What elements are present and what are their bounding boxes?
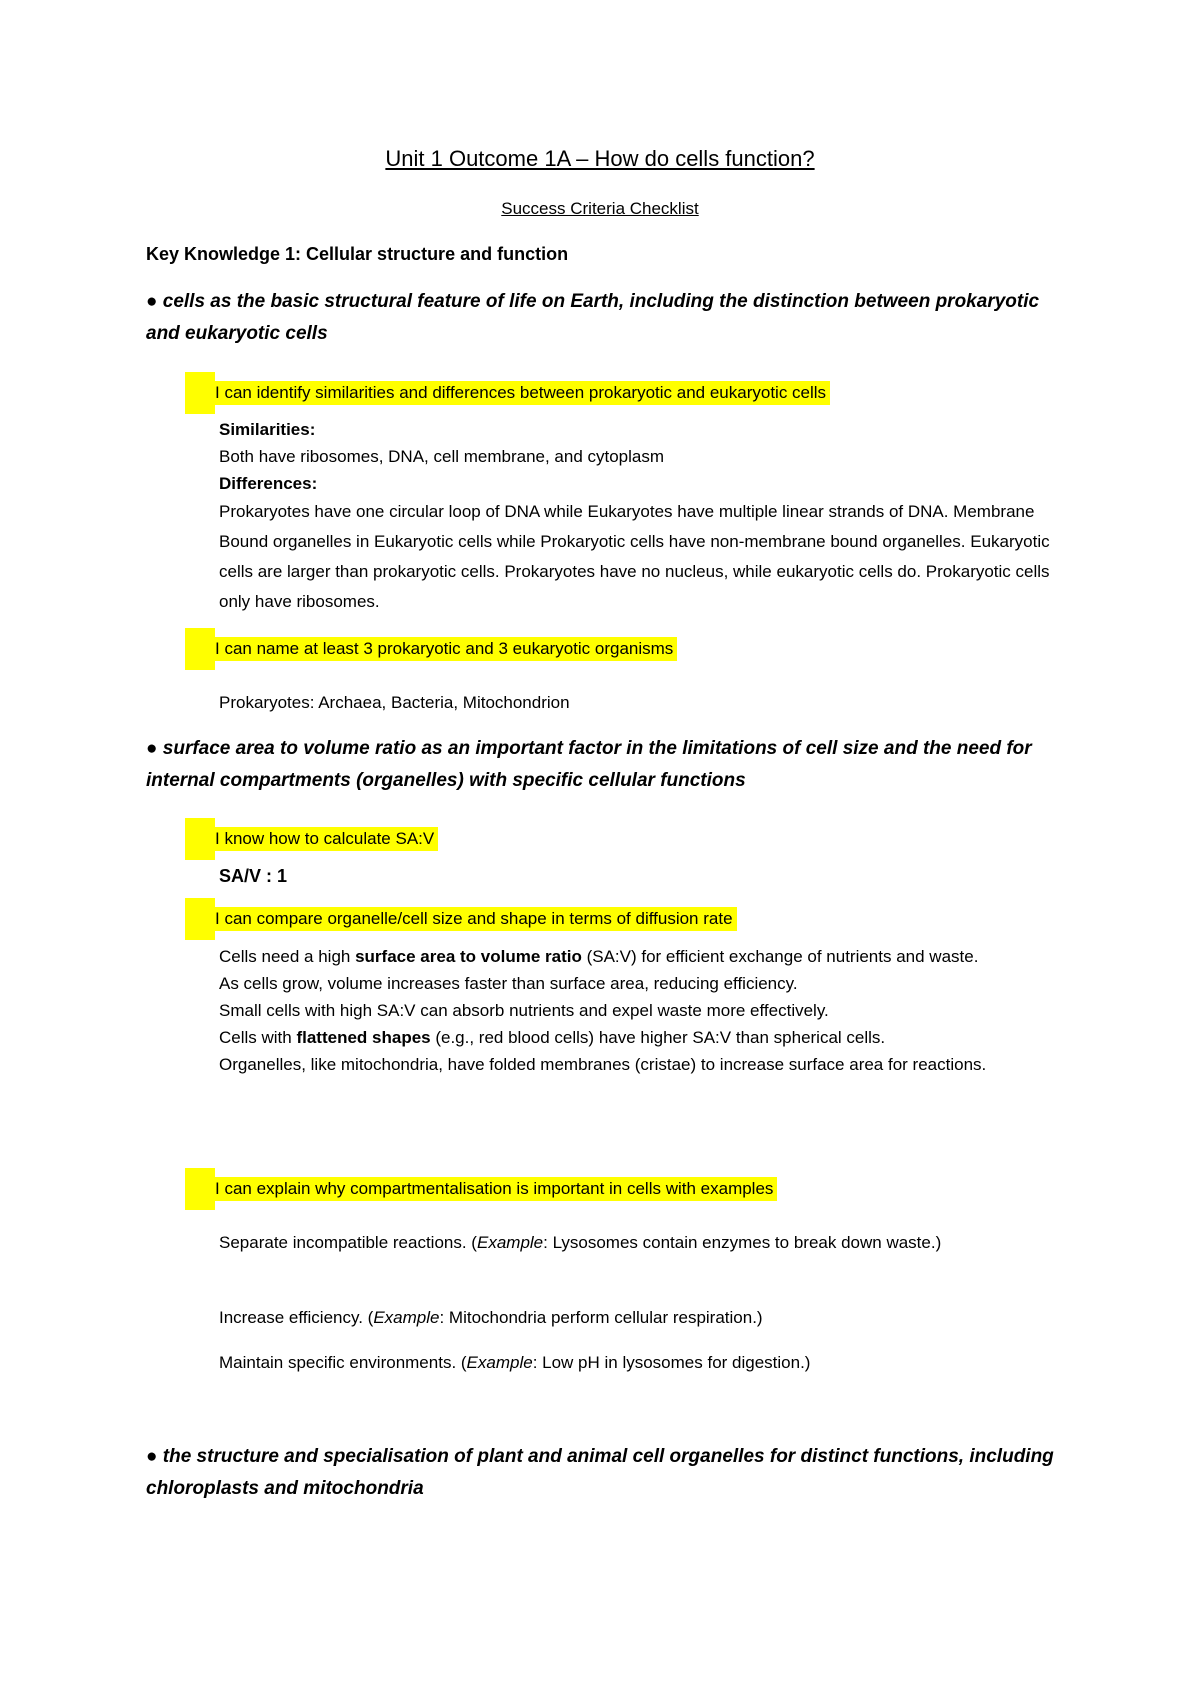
dot-point-1 <box>146 286 1076 350</box>
criterion-4-text: I can compare organelle/cell size and shape in terms of diffusion rate <box>215 907 737 931</box>
criterion-4 <box>185 898 737 940</box>
document-subtitle: Success Criteria Checklist <box>501 199 699 218</box>
dot-point-2-text: surface area to volume ratio as an important factor in the limitations of cell size and the need for internal compartments (organelles) with specific cellular functions <box>146 738 1032 791</box>
dot-point-2 <box>146 733 1076 797</box>
dot-point-3-text: the structure and specialisation of plant and animal cell organelles for distinct functions, including chloroplasts and mitochondria <box>146 1446 1054 1499</box>
criterion-3 <box>185 818 438 860</box>
criterion-3-text: I know how to calculate SA:V <box>215 827 438 851</box>
sa-volume-notes <box>219 943 1079 1078</box>
sa-note-3: Small cells with high SA:V can absorb nutrients and expel waste more effectively. <box>219 1001 829 1020</box>
sa-note-4: Cells with flattened shapes (e.g., red blood cells) have higher SA:V than spherical cells. <box>219 1028 886 1047</box>
document-title: Unit 1 Outcome 1A – How do cells function? <box>385 146 815 171</box>
bullet-icon: ● <box>146 738 158 759</box>
criterion-5-text: I can explain why compartmentalisation is important in cells with examples <box>215 1177 777 1201</box>
highlight-marker <box>185 372 215 414</box>
criterion-5 <box>185 1168 777 1210</box>
criterion-1 <box>185 372 830 414</box>
similarities-heading: Similarities: <box>219 420 316 439</box>
sa-note-1: Cells need a high surface area to volume ratio (SA:V) for efficient exchange of nutrients and waste. <box>219 947 979 966</box>
dot-point-3 <box>146 1441 1076 1505</box>
highlight-marker <box>185 898 215 940</box>
sa-note-5: Organelles, like mitochondria, have folded membranes (cristae) to increase surface area for reactions. <box>219 1055 987 1074</box>
differences-text: Prokaryotes have one circular loop of DNA while Eukaryotes have multiple linear strands of DNA. Membrane Bound organelles in Eukaryotic cells while Prokaryotic cells have non-membrane bound organelles. Eukaryotic cells are larger than prokaryotic cells. Prokaryotes have no nucleus, while eukaryotic cells do. Prokaryotic cells only have ribosomes. <box>219 502 1050 611</box>
highlight-marker <box>185 628 215 670</box>
differences-heading: Differences: <box>219 474 318 493</box>
dot-point-1-text: cells as the basic structural feature of life on Earth, including the distinction between prokaryotic and eukaryotic cells <box>146 291 1040 344</box>
similarities-block <box>219 416 1079 617</box>
compartment-example-1: Separate incompatible reactions. (Example: Lysosomes contain enzymes to break down waste.) <box>219 1233 942 1252</box>
sav-formula: SA/V : 1 <box>219 866 288 886</box>
sa-note-2: As cells grow, volume increases faster than surface area, reducing efficiency. <box>219 974 798 993</box>
criterion-2-text: I can name at least 3 prokaryotic and 3 eukaryotic organisms <box>215 637 677 661</box>
highlight-marker <box>185 1168 215 1210</box>
criterion-1-text: I can identify similarities and differences between prokaryotic and eukaryotic cells <box>215 381 830 405</box>
key-knowledge-heading: Key Knowledge 1: Cellular structure and function <box>146 244 569 264</box>
similarities-text: Both have ribosomes, DNA, cell membrane, and cytoplasm <box>219 447 665 466</box>
highlight-marker <box>185 818 215 860</box>
criterion-2 <box>185 628 677 670</box>
compartment-example-3: Maintain specific environments. (Example: Low pH in lysosomes for digestion.) <box>219 1353 811 1372</box>
prokaryotes-text: Prokaryotes: Archaea, Bacteria, Mitochondrion <box>219 693 570 712</box>
bullet-icon: ● <box>146 291 158 312</box>
compartment-example-2: Increase efficiency. (Example: Mitochondria perform cellular respiration.) <box>219 1308 763 1327</box>
bullet-icon: ● <box>146 1446 158 1467</box>
